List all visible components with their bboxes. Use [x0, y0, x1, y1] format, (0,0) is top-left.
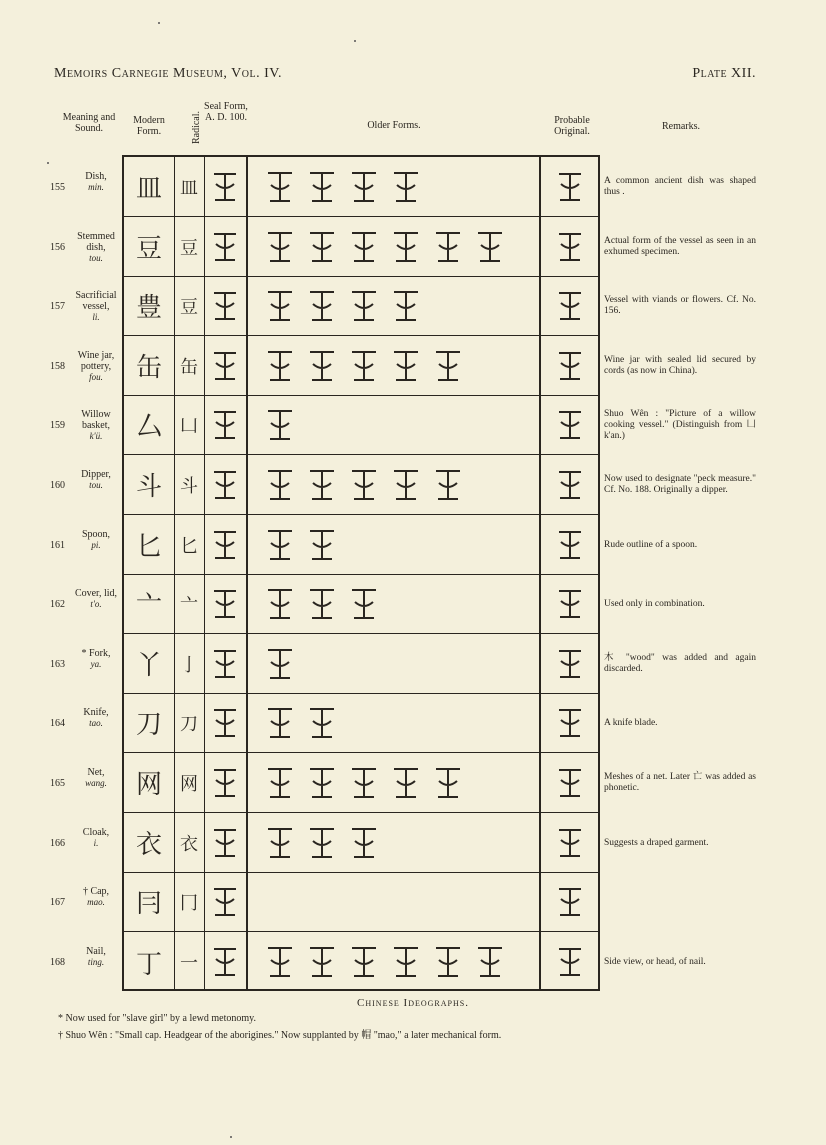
remark: A common ancient dish was shaped thus . — [604, 176, 756, 197]
remark: Side view, or head, of nail. — [604, 956, 706, 967]
seal-form-glyph — [204, 872, 246, 931]
seal-form-glyph — [204, 813, 246, 872]
entry-number: 168 — [50, 957, 65, 968]
probable-original-glyph — [541, 276, 598, 335]
row-label — [46, 753, 122, 813]
radical: 豆 — [180, 296, 198, 317]
table-row — [124, 336, 598, 396]
sound: fou. — [89, 372, 103, 382]
table-row — [124, 217, 598, 277]
table-row — [124, 634, 598, 694]
remark: 木 "wood" was added and again discarded. — [604, 653, 756, 674]
modern-form: 冃 — [135, 889, 162, 918]
radical: 亠 — [180, 594, 198, 615]
row-label — [46, 932, 122, 992]
modern-form: 刀 — [135, 710, 162, 739]
plate-caption: Chinese Ideographs. — [357, 997, 469, 1009]
probable-original-glyph — [541, 872, 598, 931]
seal-form-glyph — [204, 276, 246, 335]
paper-speck — [230, 1136, 232, 1138]
table-row — [124, 693, 598, 753]
sound: pi. — [91, 540, 101, 550]
table-row — [124, 515, 598, 575]
row-label — [46, 217, 122, 277]
entry-number: 166 — [50, 838, 65, 849]
modern-form: 皿 — [135, 174, 162, 203]
meaning-and-sound — [68, 350, 124, 383]
radical: 衣 — [180, 833, 198, 854]
entry-number: 163 — [50, 659, 65, 670]
older-forms-glyphs — [248, 515, 538, 574]
seal-form-glyph — [204, 693, 246, 752]
row-label — [46, 276, 122, 336]
radical: 凵 — [180, 415, 198, 436]
probable-original-glyph — [541, 395, 598, 454]
meaning: Stemmed dish, — [77, 231, 115, 253]
row-label — [46, 634, 122, 694]
probable-original-glyph — [541, 217, 598, 276]
column-header-radical-label: Radical. — [191, 110, 203, 145]
column-header-modern: Modern Form. — [133, 115, 165, 137]
meaning: Spoon, — [81, 529, 111, 540]
meaning-and-sound — [68, 409, 124, 442]
probable-original-glyph — [541, 336, 598, 395]
seal-form-glyph — [204, 455, 246, 514]
entry-number: 156 — [50, 242, 65, 253]
paper-speck — [354, 40, 356, 42]
older-forms-glyphs — [248, 157, 538, 216]
remark: A knife blade. — [604, 717, 658, 728]
column-header-seal: Seal Form, A. D. 100. — [204, 101, 248, 123]
modern-form: 厶 — [135, 412, 162, 441]
meaning: Cloak, — [82, 827, 110, 838]
sound: k'ü. — [89, 431, 103, 441]
older-forms-glyphs — [248, 574, 538, 633]
older-forms-glyphs — [248, 336, 538, 395]
meaning-and-sound — [68, 231, 124, 264]
probable-original-glyph — [541, 574, 598, 633]
seal-form-glyph — [204, 217, 246, 276]
modern-form: 豊 — [135, 293, 162, 322]
remark: Meshes of a net. Later 亡 was added as phonetic. — [604, 772, 756, 793]
remark: Suggests a draped garment. — [604, 837, 709, 848]
radical: 一 — [180, 953, 198, 973]
table-row — [124, 276, 598, 336]
seal-form-glyph — [204, 515, 246, 574]
plate-number: Plate XII. — [692, 66, 756, 81]
meaning-and-sound — [68, 767, 124, 789]
remark: Wine jar with sealed lid secured by cords (as now in China). — [604, 355, 756, 376]
older-forms-glyphs — [248, 693, 538, 752]
radical: 亅 — [180, 654, 198, 675]
older-forms-glyphs — [248, 753, 538, 812]
meaning-and-sound — [68, 469, 124, 491]
remark: Used only in combination. — [604, 598, 705, 609]
sound: i. — [93, 838, 99, 848]
seal-form-glyph — [204, 157, 246, 216]
row-label — [46, 813, 122, 873]
older-forms-glyphs — [248, 455, 538, 514]
footnote-1: * Now used for "slave girl" by a lewd metonomy. — [58, 1013, 257, 1024]
row-label — [46, 395, 122, 455]
older-forms-glyphs — [248, 395, 538, 454]
probable-original-glyph — [541, 634, 598, 693]
meaning-and-sound — [68, 648, 124, 670]
column-header-remarks: Remarks. — [661, 121, 701, 132]
meaning: Wine jar, pottery, — [77, 350, 115, 372]
meaning: Sacrificial vessel, — [75, 290, 117, 312]
entry-number: 160 — [50, 480, 65, 491]
remark — [604, 872, 756, 932]
meaning: * Fork, — [81, 648, 111, 659]
meaning-and-sound — [68, 827, 124, 849]
older-forms-glyphs — [248, 217, 538, 276]
row-label — [46, 574, 122, 634]
sound: t'o. — [90, 599, 102, 609]
table-row — [124, 574, 598, 634]
table-row — [124, 872, 598, 932]
table-row — [124, 813, 598, 873]
sound: wang. — [85, 778, 107, 788]
row-label — [46, 515, 122, 575]
entry-number: 158 — [50, 361, 65, 372]
entry-number: 167 — [50, 897, 65, 908]
seal-form-glyph — [204, 753, 246, 812]
radical: 豆 — [180, 237, 198, 258]
entry-number: 164 — [50, 718, 65, 729]
remark: Actual form of the vessel as seen in an exhumed specimen. — [604, 236, 756, 257]
entry-number: 157 — [50, 301, 65, 312]
column-header-radical — [180, 108, 202, 158]
seal-form-glyph — [204, 395, 246, 454]
table-row — [124, 753, 598, 813]
older-forms-glyphs — [248, 872, 538, 931]
row-label — [46, 693, 122, 753]
ideograph-table — [122, 155, 600, 991]
modern-form: 匕 — [135, 532, 162, 561]
table-row — [124, 455, 598, 515]
row-label — [46, 455, 122, 515]
probable-original-glyph — [541, 693, 598, 752]
modern-form: 豆 — [135, 234, 162, 263]
probable-original-glyph — [541, 455, 598, 514]
meaning-and-sound — [68, 707, 124, 729]
modern-form: 斗 — [135, 472, 162, 501]
meaning: Nail, — [86, 946, 106, 957]
older-forms-glyphs — [248, 813, 538, 872]
probable-original-glyph — [541, 515, 598, 574]
meaning: Knife, — [83, 707, 109, 718]
meaning: † Cap, — [82, 886, 110, 897]
sound: li. — [92, 312, 100, 322]
meaning-and-sound — [68, 171, 124, 193]
meaning-and-sound — [68, 946, 124, 968]
page-header — [54, 66, 756, 88]
meaning-and-sound — [68, 290, 124, 323]
running-title: Memoirs Carnegie Museum, Vol. IV. — [54, 66, 283, 81]
seal-form-glyph — [204, 574, 246, 633]
remark: Rude outline of a spoon. — [604, 539, 698, 550]
sound: ya. — [90, 659, 102, 669]
seal-form-glyph — [204, 634, 246, 693]
probable-original-glyph — [541, 753, 598, 812]
seal-form-glyph — [204, 932, 246, 992]
meaning: Cover, lid, — [74, 588, 118, 599]
modern-form: 网 — [135, 770, 162, 799]
sound: min. — [88, 182, 104, 192]
paper-speck — [47, 162, 49, 164]
radical: 匕 — [180, 535, 198, 556]
meaning-and-sound — [68, 588, 124, 610]
sound: tou. — [89, 480, 103, 490]
entry-number: 159 — [50, 420, 65, 431]
entry-number: 165 — [50, 778, 65, 789]
meaning-and-sound — [68, 886, 124, 908]
modern-form: 丫 — [135, 651, 162, 680]
entry-number: 161 — [50, 540, 65, 551]
radical: 冂 — [180, 892, 198, 913]
sound: tou. — [89, 253, 103, 263]
modern-form: 缶 — [135, 353, 162, 382]
paper-speck — [158, 22, 160, 24]
modern-form: 丁 — [135, 949, 162, 979]
older-forms-glyphs — [248, 932, 538, 992]
meaning: Willow basket, — [81, 409, 111, 431]
older-forms-glyphs — [248, 634, 538, 693]
row-label — [46, 157, 122, 217]
modern-form: 衣 — [135, 830, 162, 859]
radical: 网 — [180, 773, 198, 794]
sound: mao. — [87, 897, 105, 907]
seal-form-glyph — [204, 336, 246, 395]
table-row — [124, 395, 598, 455]
remark: Shuo Wên : "Picture of a willow cooking vessel." (Distinguish from 凵 k'an.) — [604, 408, 756, 441]
older-forms-glyphs — [248, 276, 538, 335]
probable-original-glyph — [541, 932, 598, 992]
sound: ting. — [87, 957, 105, 967]
column-header-original: Probable Original. — [554, 115, 590, 137]
meaning-and-sound — [68, 529, 124, 551]
footnote-2: † Shuo Wên : "Small cap. Headgear of the aborigines." Now supplanted by 帽 "mao," a later mechanical form. — [58, 1030, 502, 1041]
remark: Now used to designate "peck measure." Cf. No. 188. Originally a dipper. — [604, 474, 756, 495]
remark: Vessel with viands or flowers. Cf. No. 156. — [604, 295, 756, 316]
radical: 刀 — [180, 713, 198, 734]
row-label — [46, 336, 122, 396]
radical: 斗 — [180, 475, 198, 496]
meaning: Net, — [87, 767, 105, 778]
row-label — [46, 872, 122, 932]
entry-number: 162 — [50, 599, 65, 610]
probable-original-glyph — [541, 157, 598, 216]
modern-form: 亠 — [135, 591, 162, 620]
column-header-older: Older Forms. — [367, 120, 421, 131]
table-row — [124, 157, 598, 217]
sound: tao. — [89, 718, 103, 728]
radical: 缶 — [180, 356, 198, 377]
table-row — [124, 932, 598, 992]
meaning: Dipper, — [81, 469, 111, 480]
radical: 皿 — [180, 177, 198, 198]
meaning: Dish, — [85, 171, 107, 182]
probable-original-glyph — [541, 813, 598, 872]
column-header-meaning: Meaning and Sound. — [62, 112, 116, 134]
entry-number: 155 — [50, 182, 65, 193]
